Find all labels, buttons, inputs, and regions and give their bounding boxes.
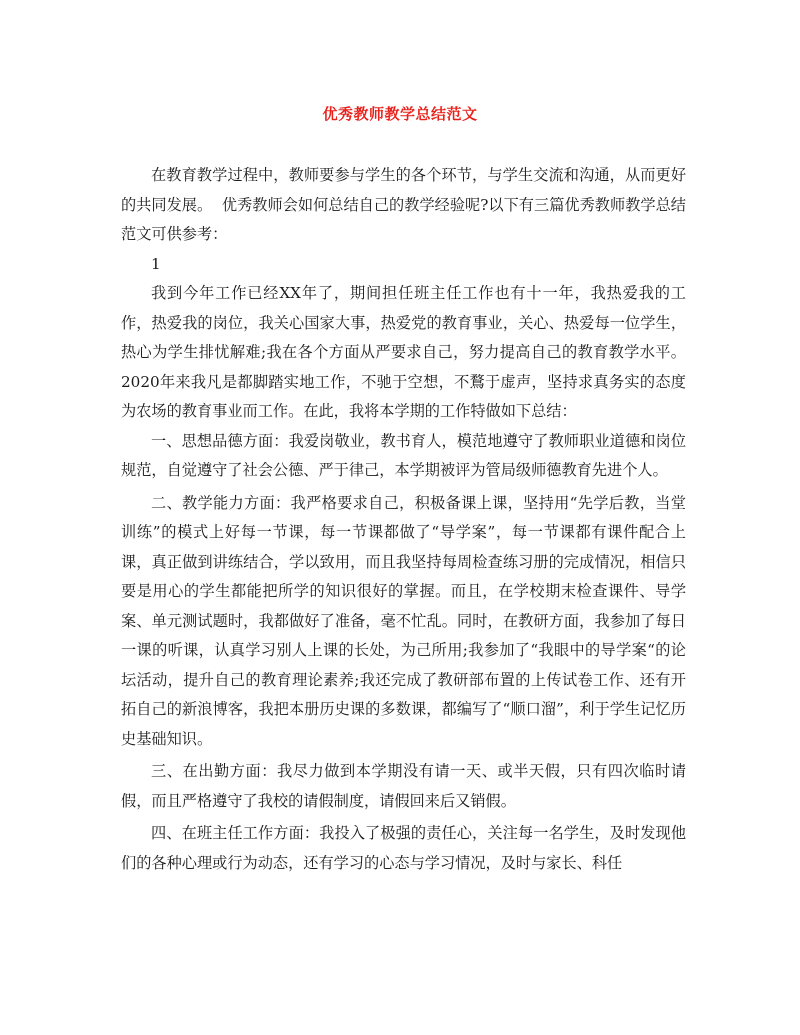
section-number: 1 [151,254,161,273]
body-paragraph: 三、在出勤方面：我尽力做到本学期没有请一天、或半天假，只有四次临时请假，而且严格遵守了我校的请假制度，请假回来后又销假。 [121,762,686,810]
document-body [121,161,686,878]
document-title: 优秀教师教学总结范文 [322,105,478,123]
body-paragraph: 我到今年工作已经XX年了，期间担任班主任工作也有十一年，我热爱我的工作，热爱我的岗位，我关心国家大事，热爱党的教育事业，关心、热爱每一位学生，热心为学生排忧解难;我在各个方面从严要求自己，努力提高自己的教育教学水平。2020年来我凡是都脚踏实地工作，不驰于空想，不鶩于虚声，坚持求真务实的态度为农场的教育事业而工作。在此，我将本学期的工作特做如下总结： [121,284,686,420]
body-paragraph: 四、在班主任工作方面：我投入了极强的责任心，关注每一名学生，及时发现他们的各种心理或行为动态，还有学习的心态与学习情况，及时与家长、科任 [121,824,686,872]
intro-paragraph: 在教育教学过程中，教师要参与学生的各个环节，与学生交流和沟通，从而更好的共同发展。 优秀教师会如何总结自己的教学经验呢?以下有三篇优秀教师教学总结范文可供参考： [121,166,686,243]
body-paragraph: 二、教学能力方面：我严格要求自己，积极备课上课，坚持用“先学后教，当堂训练”的模式上好每一节课，每一节课都做了“导学案”，每一节课都有课件配合上课，真正做到讲练结合，学以致用，而且我坚持每周检查练习册的完成情况，相信只要是用心的学生都能把所学的知识很好的掌握。而且，在学校期末检查课件、导学案、单元测试题时，我都做好了准备，毫不忙乱。同时，在教研方面，我参加了每日一课的听课，认真学习别人上课的长处，为己所用;我参加了“我眼中的导学案“的论坛活动，提升自己的教育理论素养;我还完成了教研部布置的上传试卷工作、还有开拓自己的新浪博客，我把本册历史课的多数课，都编写了“顺口溜”，利于学生记忆历史基础知识。 [121,493,686,748]
body-paragraph: 一、思想品德方面：我爱岗敬业，教书育人，模范地遵守了教师职业道德和岗位规范，自觉遵守了社会公德、严于律己，本学期被评为管局级师德教育先进个人。 [121,431,686,479]
